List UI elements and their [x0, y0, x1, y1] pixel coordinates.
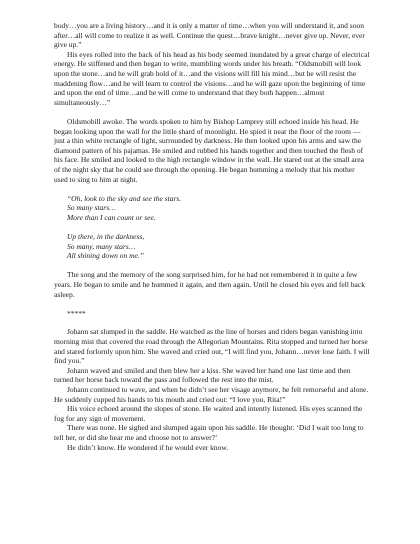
- paragraph-9: There was none. He sighed and slumped again upon his saddle. He thought: ‘Did I wait too long to tell her, or did she hear me and choose not to answer?’: [54, 423, 364, 442]
- paragraph-7: Johann continued to wave, and when he didn’t see her visage anymore, he felt remorseful and alone. He suddenly cupped his hands to his mouth and cried out: “I love you, Rita!”: [54, 384, 369, 404]
- paragraph-4: The song and the memory of the song surprised him, for he had not remembered it in quite a few years. He began to smile and he hummed it again, and then again. Until he closed his eyes and fell back asleep.: [54, 270, 365, 299]
- paragraph-5: Johann sat slumped in the saddle. He watched as the line of horses and riders began vanishing into morning mist that covered the road through the Allegorian Mountains. Rita stopped and turned her horse and stared forlornly upon him. She waved and cried out, “I will find you, Johann…never lose faith. I will find you.”: [54, 327, 370, 366]
- paragraph-6: Johann waved and smiled and then blew her a kiss. She waved her hand one last time and then turned her horse back toward the pass and followed the rest into the mist.: [54, 365, 351, 385]
- paragraph-8: His voice echoed around the slopes of stone. He waited and intently listened. His eyes scanned the fog for any sign of movement.: [54, 404, 363, 423]
- paragraph-3: Oldsmobill awoke. The words spoken to him by Bishop Lamprey still echoed inside his head. He began looking upon the wall for the little shard of moonlight. He spied it near the floor of the room — just a thin white rectangle of light, surrounded by darkness. He then looked upon his arms and saw the diamond pattern of his pajamas. He smiled and rubbed his hands together and then touched the flesh of his face. He smiled and looked to the high rectangle window in the wall. He stared out at the small area of the night sky that he could see through the opening. He began humming a melody that his mother used to sing to him at night.: [54, 116, 364, 184]
- section-separator: *****: [67, 308, 86, 318]
- song-line: More than I can count or see.: [67, 212, 156, 222]
- song-line: All shining down on me.”: [67, 251, 144, 261]
- song-line: “Oh, look to the sky and see the stars.: [67, 193, 182, 203]
- paragraph-2: His eyes rolled into the back of his head as his body seemed inundated by a great charge of electrical energy. He stiffened and then began to write, mumbling words under his breath. “Oldsmobill will look upon the stone…and he will grab hold of it…and the visions will fill his mind…but he will resist the maddening flow…and he will learn to control the visions…and he will gaze upon the beginning of time and upon the end of time…and he will come to understand that they both happen…almost simultaneously…”: [54, 49, 370, 107]
- paragraph-1: body…you are a living history…and it is only a matter of time…when you will understand it, and soon after…all will come to realize it as well. Continue the quest…brave knight…never give up. Never, ever give up.”: [54, 21, 365, 50]
- song-line: So many stars…: [67, 203, 116, 213]
- song-line: Up there, in the darkness,: [67, 232, 145, 242]
- song-line: So many, many stars…: [67, 241, 136, 251]
- song-verse-2: [54, 232, 370, 261]
- song-verse-1: [54, 194, 370, 223]
- paragraph-10: He didn’t know. He wondered if he would ever know.: [67, 442, 229, 452]
